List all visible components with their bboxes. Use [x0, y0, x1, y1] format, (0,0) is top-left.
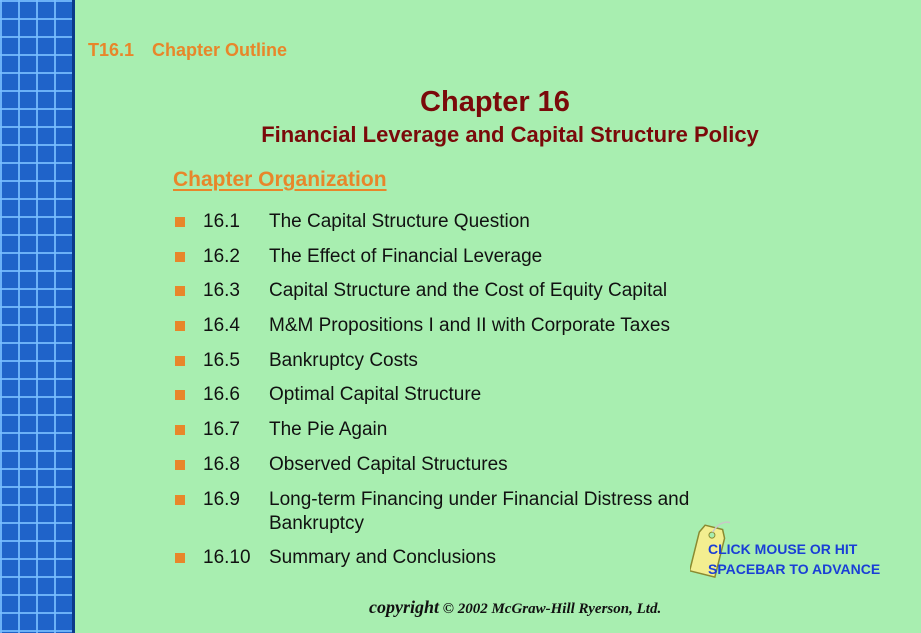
outline-text: The Capital Structure Question [269, 211, 530, 232]
bullet-square-icon [175, 425, 185, 435]
outline-text: Capital Structure and the Cost of Equity Capital [269, 280, 668, 302]
chapter-subtitle: Financial Leverage and Capital Structure Policy [261, 122, 759, 147]
section-heading: Chapter Organization [173, 168, 387, 191]
slide-number: T16.1 [88, 40, 135, 60]
outline-number: 16.4 [203, 315, 240, 337]
outline-item [175, 488, 775, 536]
outline-item [175, 418, 775, 442]
bullet-square-icon [175, 390, 185, 400]
hint-line-1: CLICK MOUSE OR HIT [708, 541, 858, 557]
advance-hint-text [708, 539, 880, 579]
hint-line-2: SPACEBAR TO ADVANCE [708, 561, 881, 577]
copyright-notice [369, 597, 661, 618]
outline-text: M&M Propositions I and II with Corporate Taxes [269, 315, 670, 337]
outline-number: 16.9 [203, 488, 240, 510]
outline-number: 16.5 [203, 349, 240, 371]
bullet-square-icon [175, 286, 185, 296]
outline-number: 16.1 [203, 211, 240, 232]
outline-item [175, 349, 775, 373]
outline-text: The Pie Again [269, 419, 388, 441]
outline-item [175, 314, 775, 338]
outline-text: The Effect of Financial Leverage [269, 245, 543, 267]
outline-item [175, 546, 775, 570]
slide-identifier [88, 40, 287, 61]
slide-label: Chapter Outline [152, 40, 288, 60]
outline-item [175, 453, 775, 477]
bullet-square-icon [175, 252, 185, 262]
bullet-square-icon [175, 356, 185, 366]
bullet-square-icon [175, 553, 185, 563]
outline-text: Summary and Conclusions [269, 547, 497, 569]
outline-item [175, 245, 775, 269]
outline-text: Long-term Financing under Financial Distress and Bankruptcy [269, 488, 690, 534]
outline-text: Observed Capital Structures [269, 453, 508, 475]
outline-number: 16.6 [203, 384, 240, 406]
outline-item [175, 210, 775, 234]
chapter-title: Chapter 16 [420, 86, 570, 118]
copyright-text: © 2002 McGraw-Hill Ryerson, Ltd. [442, 601, 662, 617]
outline-number: 16.7 [203, 419, 240, 441]
bullet-square-icon [175, 460, 185, 470]
outline-item [175, 383, 775, 407]
outline-text: Optimal Capital Structure [269, 384, 482, 406]
bullet-square-icon [175, 495, 185, 505]
bullet-square-icon [175, 217, 185, 227]
outline-number: 16.8 [203, 453, 240, 475]
copyright-word: copyright [369, 597, 439, 617]
outline-number: 16.3 [203, 280, 240, 302]
outline-number: 16.10 [203, 547, 251, 569]
advance-hint[interactable] [690, 515, 915, 585]
outline-item [175, 279, 775, 303]
chapter-outline-list [175, 210, 775, 581]
outline-number: 16.2 [203, 245, 240, 267]
bullet-square-icon [175, 321, 185, 331]
outline-text: Bankruptcy Costs [269, 349, 418, 371]
